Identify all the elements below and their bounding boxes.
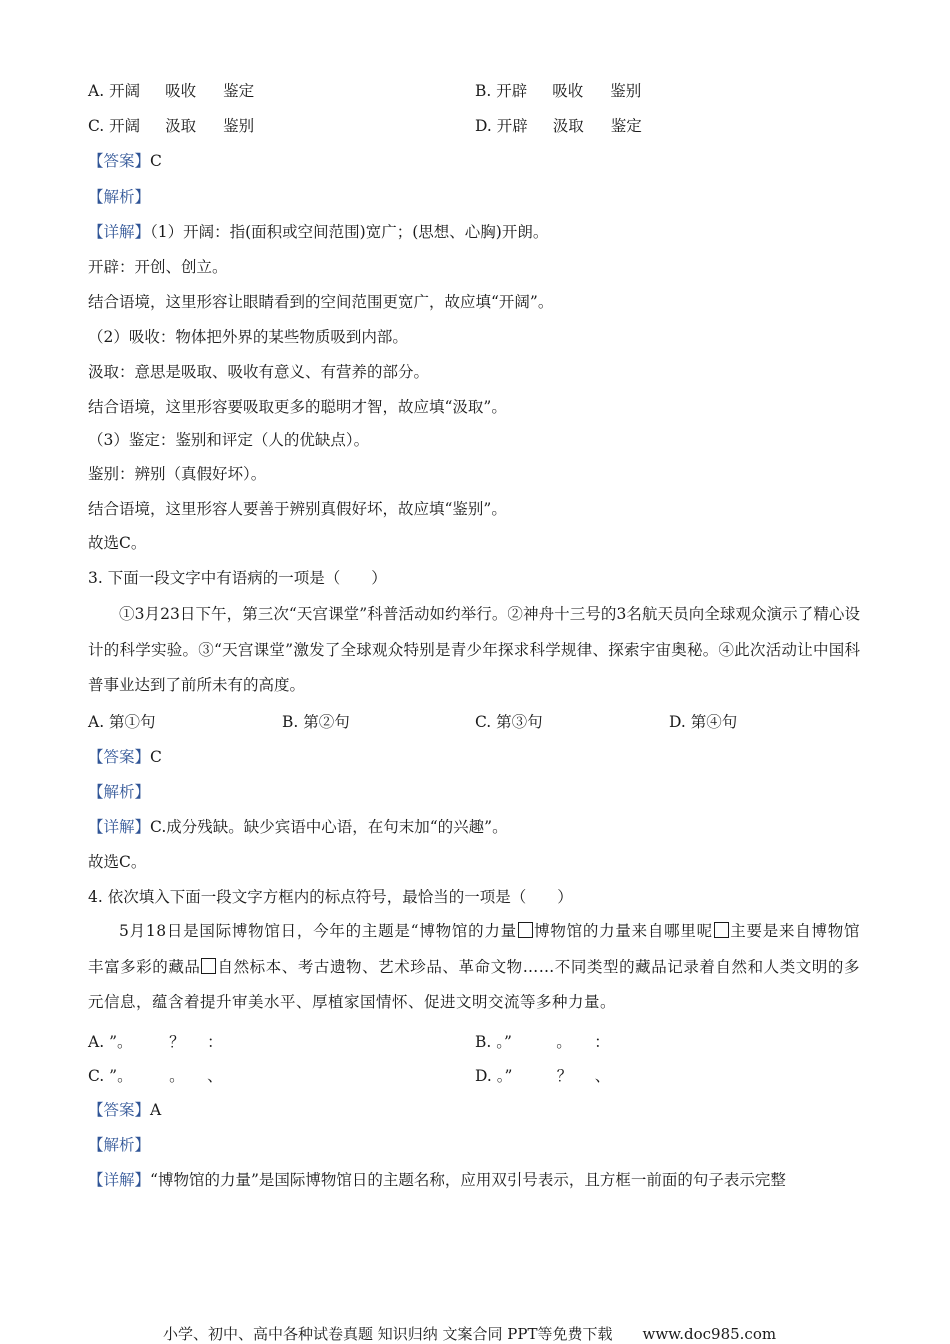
- q2-detail-line-6: 结合语境，这里形容要吸取更多的聪明才智，故应填“汲取”。: [88, 398, 507, 416]
- blank-box-1: [518, 922, 533, 938]
- q3-conclusion: 故选C。: [88, 853, 147, 871]
- option-mark: ？: [169, 1033, 185, 1051]
- q2-option-c: [88, 116, 254, 136]
- q4-option-d: [475, 1066, 610, 1086]
- answer-tag: 【答案】: [88, 748, 151, 766]
- passage-text: 自然标本、考古遗物、艺术珍品、革命文物……不同类型的藏品记录着自然和人类文明的多元信息，蕴含着提升审美水平、厚植家国情怀、促进文明交流等多种力量。: [88, 957, 860, 1011]
- q2-detail-line-8: 鉴别：辨别（真假好坏）。: [88, 465, 267, 483]
- q3-option-b: B. 第②句: [282, 713, 350, 731]
- q3-option-a: A. 第①句: [88, 713, 156, 731]
- option-mark: ：: [594, 1033, 610, 1051]
- q4-detail: [88, 1170, 786, 1190]
- q2-analysis-tag: 【解析】: [88, 188, 151, 206]
- option-letter: B.: [475, 1033, 497, 1051]
- blank-box-3: [201, 958, 216, 974]
- answer-tag: 【答案】: [88, 152, 151, 170]
- q2-detail-line-5: 汲取：意思是吸取、吸收有意义、有营养的部分。: [88, 363, 430, 381]
- option-word: 鉴别: [223, 117, 255, 135]
- answer-tag: 【答案】: [88, 1101, 151, 1119]
- q3-option-c: C. 第③句: [475, 713, 543, 731]
- q2-detail-line-3: 结合语境，这里形容让眼睛看到的空间范围更宽广，故应填“开阔”。: [88, 293, 554, 311]
- option-mark: 、: [207, 1067, 223, 1085]
- blank-box-2: [714, 922, 729, 938]
- q2-detail-line-2: 开辟：开创、创立。: [88, 258, 228, 276]
- option-word: 开阔: [109, 82, 141, 100]
- detail-tag: 【详解】: [88, 223, 151, 241]
- option-mark: 。: [556, 1033, 572, 1051]
- detail-tag: 【详解】: [88, 1171, 151, 1189]
- option-letter: A.: [88, 1033, 110, 1051]
- option-letter: D.: [475, 1067, 497, 1085]
- q4-title: 4. 依次填入下面一段文字方框内的标点符号，最恰当的一项是（ ）: [88, 888, 573, 906]
- q4-option-b: [475, 1032, 610, 1052]
- q4-option-a: [88, 1032, 223, 1052]
- option-mark: 。”: [496, 1033, 512, 1051]
- q3-passage: ①3月23日下午，第三次“天宫课堂”科普活动如约举行。②神舟十三号的3名航天员向全球观众演示了精心设计的科学实验。③“天宫课堂”激发了全球观众特别是青少年探求科学规律、探索宇宙奥秘。④此次活动让中国科普事业达到了前所未有的高度。: [88, 605, 860, 694]
- answer-value: C: [150, 748, 162, 766]
- answer-value: A: [150, 1101, 162, 1119]
- option-letter: A.: [88, 82, 110, 100]
- option-mark: ”。: [109, 1033, 133, 1051]
- option-letter: C.: [88, 117, 110, 135]
- q4-passage: [88, 914, 860, 1021]
- q2-answer: [88, 151, 162, 171]
- q3-answer: [88, 747, 162, 767]
- passage-text: 5月18日是国际博物馆日，今年的主题是“博物馆的力量: [119, 922, 517, 940]
- q2-option-b: [475, 81, 641, 101]
- option-letter: D.: [475, 117, 497, 135]
- q2-option-a: [88, 81, 254, 101]
- q2-conclusion: 故选C。: [88, 534, 147, 552]
- q2-detail-line-1: [88, 222, 548, 242]
- detail-text: “博物馆的力量”是国际博物馆日的主题名称，应用双引号表示，且方框一前面的句子表示完整: [150, 1171, 786, 1189]
- option-word: 开辟: [496, 117, 528, 135]
- option-word: 开辟: [496, 82, 528, 100]
- q2-option-d: [475, 116, 642, 136]
- answer-value: C: [150, 152, 162, 170]
- passage-text: 主要是来自博物馆丰富多彩的藏品: [88, 922, 860, 976]
- q2-detail-line-9: 结合语境，这里形容人要善于辨别真假好坏，故应填“鉴别”。: [88, 500, 507, 518]
- passage-text: 博物馆的力量来自哪里呢: [533, 922, 713, 940]
- page-footer: 小学、初中、高中各种试卷真题 知识归纳 文案合同 PPT等免费下载 www.doc985.com: [163, 1325, 777, 1343]
- option-word: 吸收: [552, 82, 584, 100]
- q3-detail: [88, 817, 508, 837]
- q4-option-c: [88, 1066, 223, 1086]
- option-letter: C.: [88, 1067, 110, 1085]
- detail-text: （1）开阔：指(面积或空间范围)宽广；(思想、心胸)开朗。: [150, 223, 549, 241]
- option-mark: 。: [169, 1067, 185, 1085]
- q3-title: 3. 下面一段文字中有语病的一项是（ ）: [88, 569, 387, 587]
- option-word: 开阔: [109, 117, 141, 135]
- detail-tag: 【详解】: [88, 818, 151, 836]
- detail-text: C.成分残缺。缺少宾语中心语，在句末加“的兴趣”。: [150, 818, 508, 836]
- option-word: 鉴定: [223, 82, 255, 100]
- option-word: 吸收: [165, 82, 197, 100]
- option-mark: ：: [207, 1033, 223, 1051]
- q3-option-d: D. 第④句: [669, 713, 738, 731]
- option-mark: 。”: [496, 1067, 513, 1085]
- option-mark: 、: [594, 1067, 611, 1085]
- option-word: 鉴别: [610, 82, 642, 100]
- q2-detail-line-4: （2）吸收：物体把外界的某些物质吸到内部。: [88, 328, 408, 346]
- q4-analysis-tag: 【解析】: [88, 1136, 151, 1154]
- option-word: 鉴定: [610, 117, 642, 135]
- option-mark: ”。: [109, 1067, 133, 1085]
- q2-detail-line-7: （3）鉴定：鉴别和评定（人的优缺点）。: [88, 431, 370, 449]
- option-word: 汲取: [552, 117, 584, 135]
- q3-analysis-tag: 【解析】: [88, 783, 151, 801]
- q4-answer: [88, 1100, 161, 1120]
- option-mark: ？: [556, 1067, 573, 1085]
- option-letter: B.: [475, 82, 497, 100]
- option-word: 汲取: [165, 117, 197, 135]
